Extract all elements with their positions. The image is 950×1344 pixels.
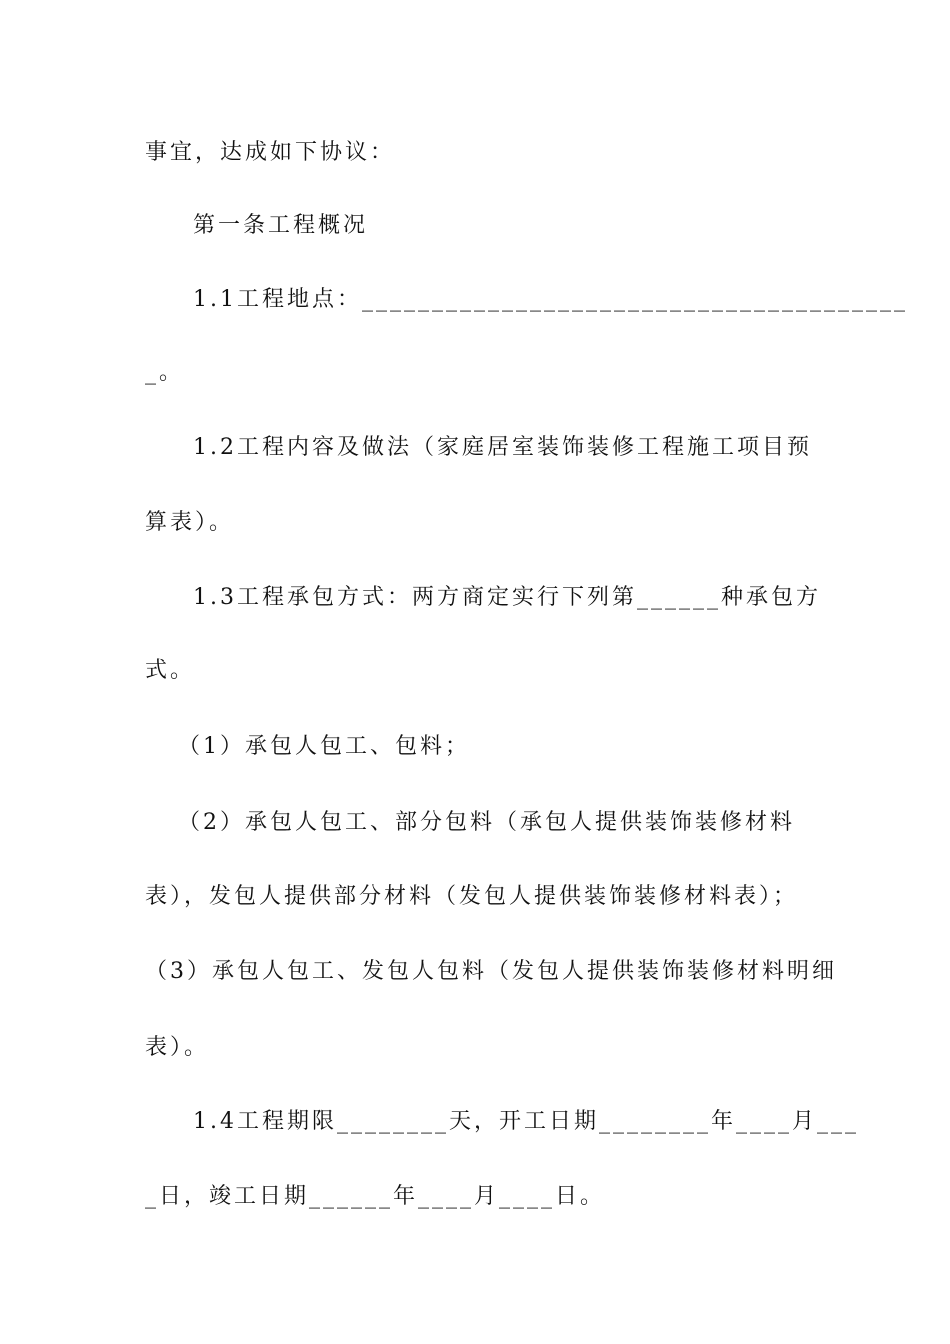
option-3-continuation: 表）。 — [145, 1035, 210, 1060]
clause-1-3-continuation: 式。 — [145, 658, 196, 683]
clause-1-3-line: 1.3工程承包方式：两方商定实行下列第______种承包方 — [193, 585, 821, 610]
clause-1-1-line: 1.1工程地点：_______________________________________ — [193, 287, 908, 312]
option-2-line: （2）承包人包工、部分包料（承包人提供装饰装修材料 — [178, 810, 795, 835]
article-1-heading: 第一条工程概况 — [193, 213, 369, 238]
clause-1-4-line: 1.4工程期限________天，开工日期________年____月___ — [193, 1109, 859, 1134]
clause-1-2-line: 1.2工程内容及做法（家庭居室装饰装修工程施工项目预 — [193, 435, 812, 460]
clause-1-2-continuation: 算表）。 — [145, 510, 235, 535]
option-2-continuation: 表），发包人提供部分材料（发包人提供装饰装修材料表）； — [145, 884, 799, 909]
option-3-line: （3）承包人包工、发包人包料（发包人提供装饰装修材料明细 — [145, 959, 837, 984]
option-1-line: （1）承包人包工、包料； — [178, 734, 470, 759]
clause-1-4-continuation: _日，竣工日期______年____月____日。 — [145, 1184, 606, 1209]
intro-text-line: 事宜，达成如下协议： — [145, 140, 396, 165]
clause-1-1-continuation: _。 — [145, 360, 185, 385]
